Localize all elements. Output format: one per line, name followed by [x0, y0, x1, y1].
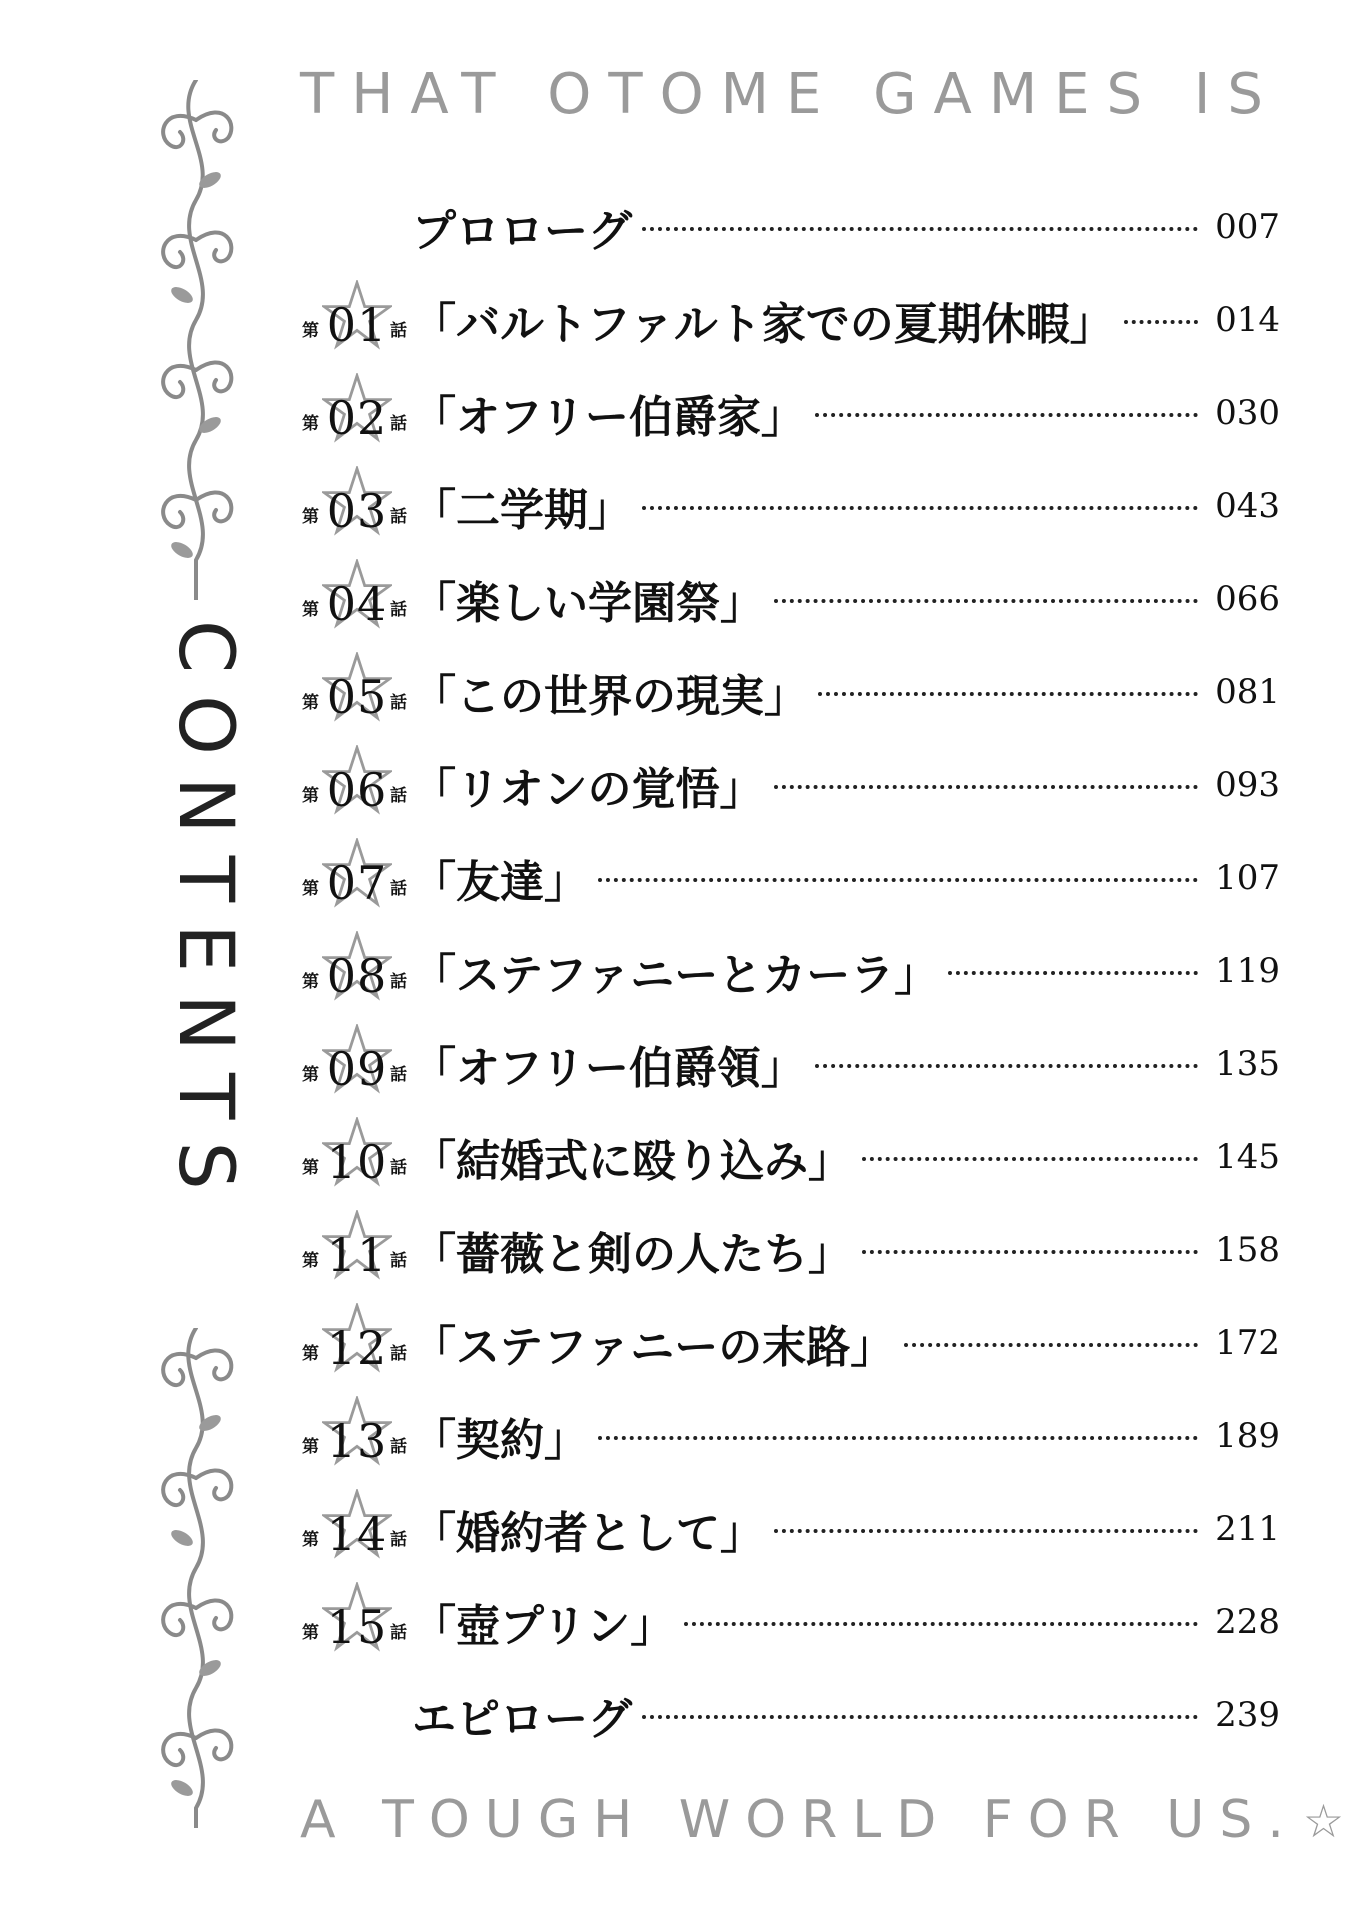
toc-page-number: 066: [1215, 578, 1280, 619]
toc-page-number: 189: [1215, 1415, 1280, 1456]
dot-leader: [642, 506, 1198, 510]
toc-page-number: 135: [1215, 1043, 1280, 1084]
episode-mark: [300, 838, 412, 918]
episode-prefix: 第: [302, 1343, 319, 1364]
episode-number: 04: [326, 576, 388, 631]
toc-title: 「契約」: [412, 1414, 588, 1466]
toc-entry[interactable]: [300, 366, 1280, 459]
episode-number: 13: [326, 1413, 388, 1468]
toc-entry[interactable]: [300, 1389, 1280, 1482]
episode-prefix: 第: [302, 1436, 319, 1457]
toc-entry[interactable]: [300, 1575, 1280, 1668]
episode-number: 12: [326, 1320, 388, 1375]
episode-number: 08: [326, 948, 388, 1003]
episode-number: 10: [326, 1134, 388, 1189]
toc-page-number: 145: [1215, 1136, 1280, 1177]
episode-prefix: 第: [302, 320, 319, 341]
vine-ornament-top-icon: [150, 80, 242, 600]
episode-mark: [300, 559, 412, 639]
toc-entry[interactable]: [300, 1296, 1280, 1389]
dot-leader: [904, 1343, 1198, 1347]
toc-page-number: 119: [1215, 950, 1280, 991]
episode-mark: [300, 1303, 412, 1383]
episode-prefix: 第: [302, 692, 319, 713]
episode-mark: [300, 1396, 412, 1476]
episode-mark: [300, 373, 412, 453]
toc-entry[interactable]: [300, 180, 1280, 273]
episode-prefix: 第: [302, 1250, 319, 1271]
episode-number: 15: [326, 1599, 388, 1654]
dot-leader: [948, 971, 1198, 975]
episode-suffix: 話: [390, 692, 407, 713]
toc-page-number: 228: [1215, 1601, 1280, 1642]
toc-entry[interactable]: [300, 1482, 1280, 1575]
table-of-contents: [300, 180, 1280, 1761]
episode-mark: [300, 1489, 412, 1569]
toc-title: 「リオンの覚悟」: [412, 763, 764, 815]
toc-entry[interactable]: [300, 738, 1280, 831]
episode-prefix: 第: [302, 1157, 319, 1178]
toc-title: 「二学期」: [412, 484, 632, 536]
episode-prefix: 第: [302, 1622, 319, 1643]
episode-suffix: 話: [390, 320, 407, 341]
dot-leader: [774, 1529, 1198, 1533]
episode-mark: [300, 1117, 412, 1197]
toc-title: 「友達」: [412, 856, 588, 908]
dot-leader: [774, 599, 1198, 603]
episode-suffix: 話: [390, 1343, 407, 1364]
episode-suffix: 話: [390, 878, 407, 899]
toc-page-number: 043: [1215, 485, 1280, 526]
toc-title: 「バルトファルト家での夏期休暇」: [412, 298, 1114, 350]
toc-title: 「壺プリン」: [412, 1600, 675, 1652]
toc-page-number: 014: [1215, 299, 1280, 340]
episode-number: 05: [326, 669, 388, 724]
toc-entry[interactable]: [300, 552, 1280, 645]
episode-suffix: 話: [390, 1529, 407, 1550]
toc-title: 「オフリー伯爵家」: [412, 391, 805, 443]
episode-suffix: 話: [390, 1157, 407, 1178]
dot-leader: [815, 413, 1198, 417]
episode-prefix: 第: [302, 1064, 319, 1085]
episode-mark: [300, 652, 412, 732]
episode-prefix: 第: [302, 413, 319, 434]
star-icon: ☆: [1302, 1794, 1345, 1848]
dot-leader: [818, 692, 1198, 696]
episode-number: 03: [326, 483, 388, 538]
toc-page-number: 158: [1215, 1229, 1280, 1270]
episode-mark: [300, 280, 412, 360]
toc-title: 「結婚式に殴り込み」: [412, 1135, 852, 1187]
dot-leader: [862, 1250, 1198, 1254]
episode-number: 07: [326, 855, 388, 910]
episode-number: 01: [326, 297, 388, 352]
episode-number: 06: [326, 762, 388, 817]
episode-prefix: 第: [302, 1529, 319, 1550]
footer-title-text: A TOUGH WORLD FOR US.: [300, 1790, 1299, 1850]
header-title: THAT OTOME GAMES IS: [300, 62, 1280, 127]
toc-title: 「この世界の現実」: [412, 670, 808, 722]
toc-page-number: 093: [1215, 764, 1280, 805]
episode-prefix: 第: [302, 785, 319, 806]
dot-leader: [598, 1436, 1198, 1440]
episode-prefix: 第: [302, 506, 319, 527]
episode-suffix: 話: [390, 1622, 407, 1643]
toc-page-number: 107: [1215, 857, 1280, 898]
vine-ornament-bottom-icon: [150, 1328, 242, 1828]
episode-mark: [300, 745, 412, 825]
toc-title: 「薔薇と剣の人たち」: [412, 1228, 852, 1280]
toc-title: エピローグ: [412, 1693, 632, 1745]
episode-mark: [300, 1582, 412, 1662]
episode-mark: [300, 1210, 412, 1290]
toc-title: 「オフリー伯爵領」: [412, 1042, 805, 1094]
toc-entry[interactable]: [300, 1668, 1280, 1761]
toc-entry[interactable]: [300, 1203, 1280, 1296]
dot-leader: [598, 878, 1198, 882]
episode-mark: [300, 931, 412, 1011]
episode-suffix: 話: [390, 1064, 407, 1085]
episode-number: 11: [326, 1227, 388, 1282]
episode-prefix: 第: [302, 971, 319, 992]
contents-vertical-label: [148, 620, 248, 1300]
toc-entry[interactable]: [300, 1110, 1280, 1203]
episode-number: 14: [326, 1506, 388, 1561]
dot-leader: [684, 1622, 1198, 1626]
episode-suffix: 話: [390, 1436, 407, 1457]
episode-suffix: 話: [390, 599, 407, 620]
dot-leader: [815, 1064, 1198, 1068]
toc-entry[interactable]: [300, 645, 1280, 738]
episode-suffix: 話: [390, 971, 407, 992]
footer-title: [300, 1790, 1345, 1850]
toc-page-number: 030: [1215, 392, 1280, 433]
toc-title: 「ステファニーの末路」: [412, 1321, 895, 1373]
dot-leader: [642, 1715, 1198, 1719]
toc-page-number: 007: [1215, 206, 1280, 247]
toc-title: プロローグ: [412, 205, 632, 257]
episode-mark: [300, 466, 412, 546]
episode-prefix: 第: [302, 878, 319, 899]
toc-page-number: 172: [1215, 1322, 1280, 1363]
toc-title: 「楽しい学園祭」: [412, 577, 764, 629]
toc-entry[interactable]: [300, 459, 1280, 552]
dot-leader: [774, 785, 1198, 789]
contents-text: CONTENTS: [162, 620, 248, 1212]
toc-title: 「ステファニーとカーラ」: [412, 949, 939, 1001]
toc-page-number: 239: [1215, 1694, 1280, 1735]
toc-entry[interactable]: [300, 273, 1280, 366]
episode-suffix: 話: [390, 785, 407, 806]
episode-number: 09: [326, 1041, 388, 1096]
dot-leader: [642, 227, 1198, 231]
episode-suffix: 話: [390, 413, 407, 434]
episode-number: 02: [326, 390, 388, 445]
toc-entry[interactable]: [300, 831, 1280, 924]
episode-mark: [300, 1024, 412, 1104]
toc-page-number: 081: [1215, 671, 1280, 712]
toc-title: 「婚約者として」: [412, 1507, 764, 1559]
episode-suffix: 話: [390, 1250, 407, 1271]
episode-suffix: 話: [390, 506, 407, 527]
episode-prefix: 第: [302, 599, 319, 620]
toc-entry[interactable]: [300, 1017, 1280, 1110]
toc-page-number: 211: [1215, 1508, 1280, 1549]
toc-entry[interactable]: [300, 924, 1280, 1017]
dot-leader: [862, 1157, 1198, 1161]
dot-leader: [1124, 320, 1198, 324]
